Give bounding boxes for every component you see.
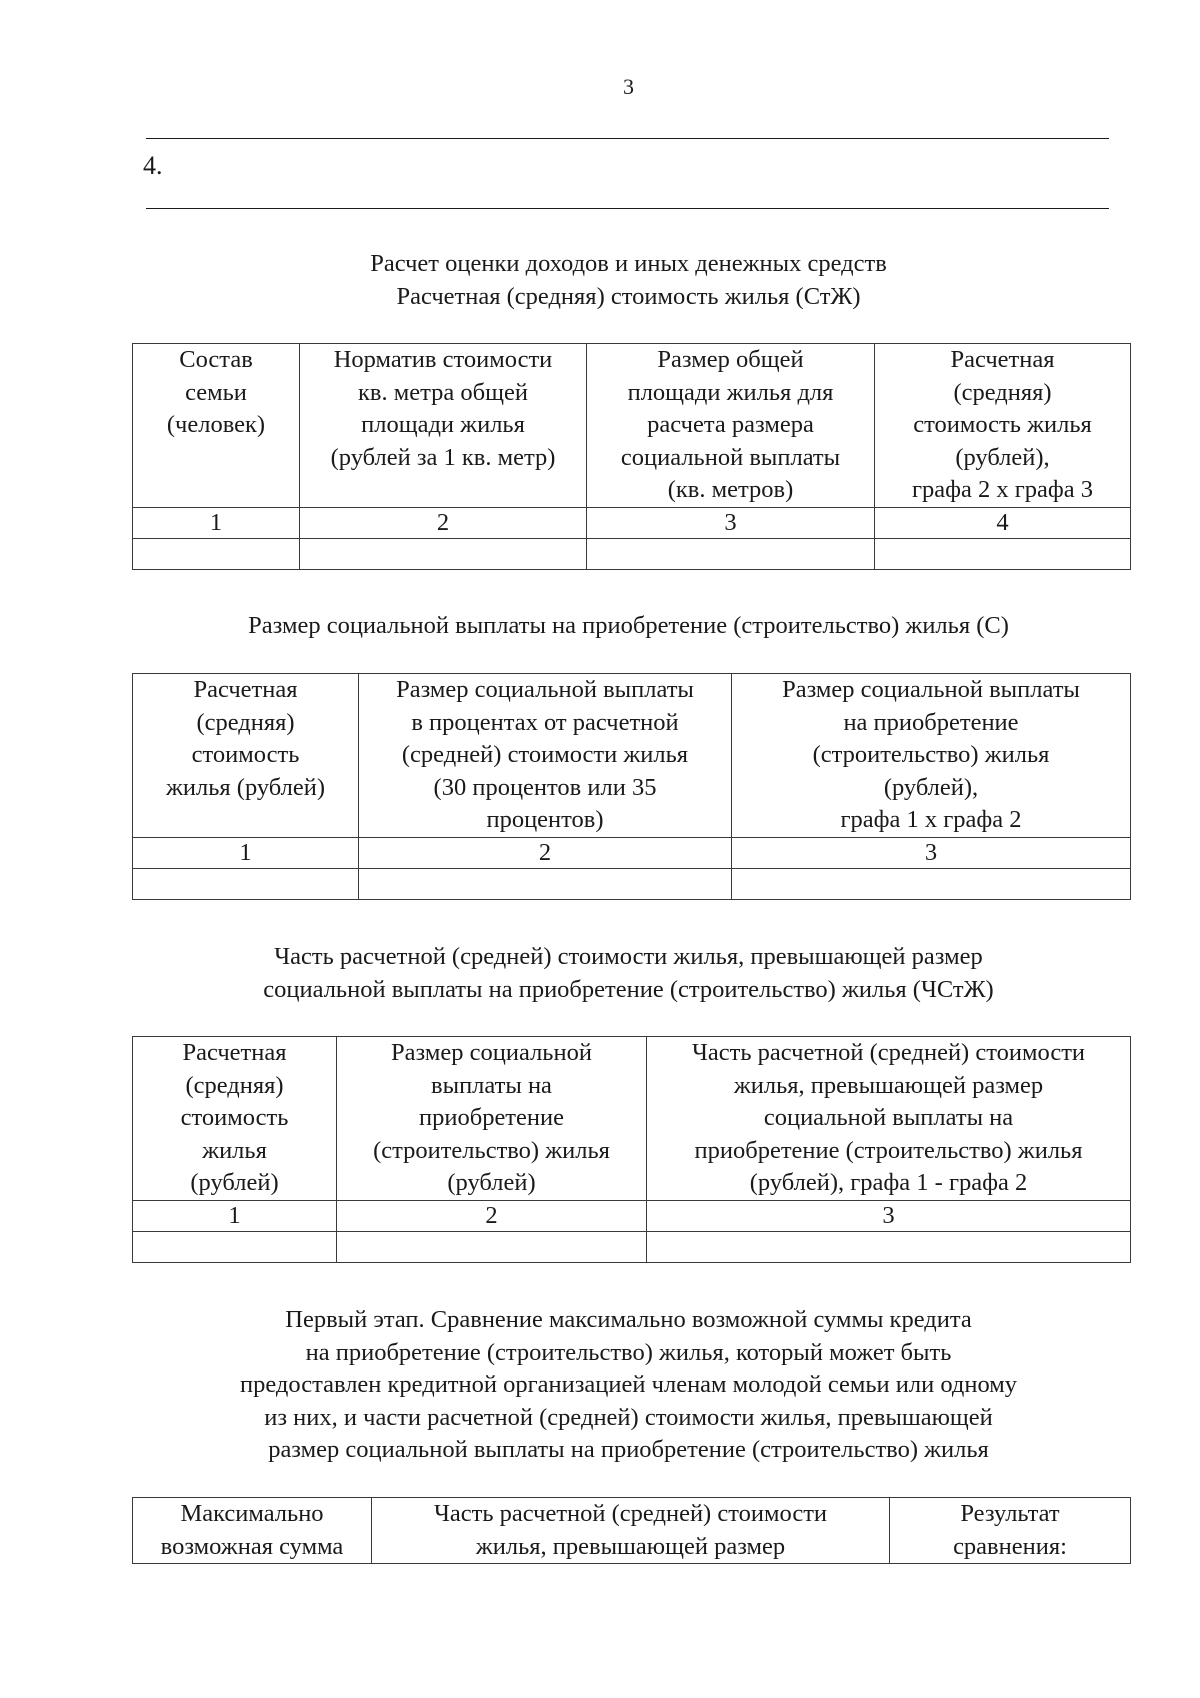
table-header-row (133, 1498, 1131, 1564)
section2-heading: Размер социальной выплаты на приобретение (строительство) жилья (С) (248, 612, 1009, 639)
housing-cost-table (132, 343, 1131, 570)
column-number-cell: 2 (359, 837, 732, 868)
table-empty-row (133, 1231, 1131, 1262)
empty-cell (647, 1231, 1131, 1262)
table-column-number-row (133, 507, 1131, 538)
table-header-cell: Размер социальной выплаты в процентах от расчетной (средней) стоимости жилья (30 процентов или 35 процентов) (359, 674, 732, 838)
empty-cell (875, 538, 1131, 569)
empty-cell (587, 538, 875, 569)
column-number-cell: 4 (875, 507, 1131, 538)
table-column-number-row (133, 1200, 1131, 1231)
section1-heading (0, 248, 1200, 313)
empty-cell (133, 538, 300, 569)
table-header-cell: Расчетная (средняя) стоимость жилья (рублей) (133, 674, 359, 838)
column-number-cell: 2 (337, 1200, 647, 1231)
excess-cost-table (132, 1036, 1131, 1263)
table-header-cell: Максимально возможная сумма (133, 1498, 372, 1564)
table-header-cell: Состав семьи (человек) (133, 344, 300, 508)
section3-heading-line: Часть расчетной (средней) стоимости жилья, превышающей размер (274, 943, 983, 970)
empty-cell (337, 1231, 647, 1262)
empty-cell (133, 1231, 337, 1262)
section4-heading-line: на приобретение (строительство) жилья, который может быть (305, 1338, 952, 1366)
table-column-number-row (133, 837, 1131, 868)
table-header-cell: Норматив стоимости кв. метра общей площади жилья (рублей за 1 кв. метр) (300, 344, 587, 508)
page-number: 3 (623, 74, 634, 99)
section4-heading-line: размер социальной выплаты на приобретение (строительство) жилья (268, 1436, 989, 1463)
column-number-cell: 1 (133, 1200, 337, 1231)
column-number-cell: 2 (300, 507, 587, 538)
list-item-number: 4. (143, 151, 163, 180)
empty-cell (300, 538, 587, 569)
table-header-row (133, 344, 1131, 508)
column-number-cell: 1 (133, 507, 300, 538)
empty-cell (133, 868, 359, 899)
table-header-row (133, 1037, 1131, 1201)
table-header-cell: Размер социальной выплаты на приобретение (строительство) жилья (рублей) (337, 1037, 647, 1201)
column-number-cell: 1 (133, 837, 359, 868)
table-header-cell: Расчетная (средняя) стоимость жилья (рублей), графа 2 x графа 3 (875, 344, 1131, 508)
section1-heading-line: Расчет оценки доходов и иных денежных средств (370, 250, 887, 277)
blank-fill-line (146, 138, 1109, 139)
empty-cell (359, 868, 732, 899)
table-empty-row (133, 538, 1131, 569)
table-header-cell: Размер социальной выплаты на приобретение (строительство) жилья (рублей), графа 1 x графа 2 (732, 674, 1131, 838)
social-payment-table (132, 673, 1131, 900)
table-header-cell: Размер общей площади жилья для расчета размера социальной выплаты (кв. метров) (587, 344, 875, 508)
column-number-cell: 3 (587, 507, 875, 538)
credit-comparison-table (132, 1497, 1131, 1564)
table-header-cell: Результат сравнения: (890, 1498, 1131, 1564)
section4-heading-line: Первый этап. Сравнение максимально возможной суммы кредита (285, 1306, 972, 1333)
section4-heading-line: предоставлен кредитной организацией членам молодой семьи или одному (239, 1371, 1018, 1398)
column-number-cell: 3 (732, 837, 1131, 868)
section3-heading-line: социальной выплаты на приобретение (строительство) жилья (ЧСтЖ) (263, 975, 994, 1003)
section3-heading (0, 941, 1200, 1006)
section4-heading-line: из них, и части расчетной (средней) стоимости жилья, превышающей (264, 1403, 993, 1431)
table-header-row (133, 674, 1131, 838)
section1-heading-line: Расчетная (средняя) стоимость жилья (СтЖ) (396, 282, 861, 310)
table-header-cell: Часть расчетной (средней) стоимости жилья, превышающей размер социальной выплаты на приобретение (строительство) жилья (рублей), графа 1 - графа 2 (647, 1037, 1131, 1201)
column-number-cell: 3 (647, 1200, 1131, 1231)
blank-fill-line (146, 208, 1109, 209)
table-header-cell: Расчетная (средняя) стоимость жилья (рублей) (133, 1037, 337, 1201)
empty-cell (732, 868, 1131, 899)
table-empty-row (133, 868, 1131, 899)
section4-heading (0, 1304, 1200, 1467)
table-header-cell: Часть расчетной (средней) стоимости жилья, превышающей размер (372, 1498, 890, 1564)
